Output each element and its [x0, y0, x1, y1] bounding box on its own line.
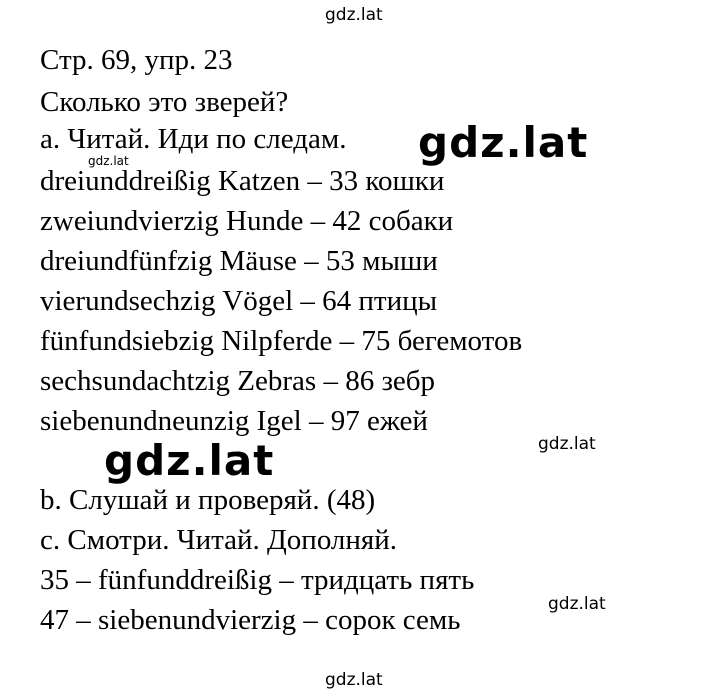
watermark-big-left: gdz.lat	[104, 436, 275, 485]
watermark-bottom: gdz.lat	[325, 670, 383, 690]
answer-line-2: zweiundvierzig Hunde – 42 собаки	[40, 205, 454, 237]
watermark-right-lower: gdz.lat	[548, 594, 606, 614]
answer-line-8: 35 – fünfunddreißig – тридцать пять	[40, 564, 475, 596]
page-reference: Стр. 69, упр. 23	[40, 44, 233, 76]
task-c: c. Смотри. Читай. Дополняй.	[40, 524, 398, 556]
answer-line-5: fünfundsiebzig Nilpferde – 75 бегемотов	[40, 325, 523, 357]
answer-line-6: sechsundachtzig Zebras – 86 зебр	[40, 365, 436, 397]
task-b: b. Слушай и проверяй. (48)	[40, 484, 376, 516]
watermark-tiny-left: gdz.lat	[88, 154, 129, 168]
answer-line-7: siebenundneunzig Igel – 97 ежей	[40, 405, 428, 437]
task-a: a. Читай. Иди по следам.	[40, 123, 347, 155]
answer-line-1: dreiunddreißig Katzen – 33 кошки	[40, 165, 445, 197]
watermark-right-mid: gdz.lat	[538, 434, 596, 454]
answer-line-3: dreiundfünfzig Mäuse – 53 мыши	[40, 245, 438, 277]
watermark-big-right: gdz.lat	[418, 118, 589, 167]
exercise-title: Сколько это зверей?	[40, 86, 289, 118]
watermark-top: gdz.lat	[325, 5, 383, 25]
answer-line-4: vierundsechzig Vögel – 64 птицы	[40, 285, 438, 317]
answer-line-9: 47 – siebenundvierzig – сорок семь	[40, 604, 461, 636]
